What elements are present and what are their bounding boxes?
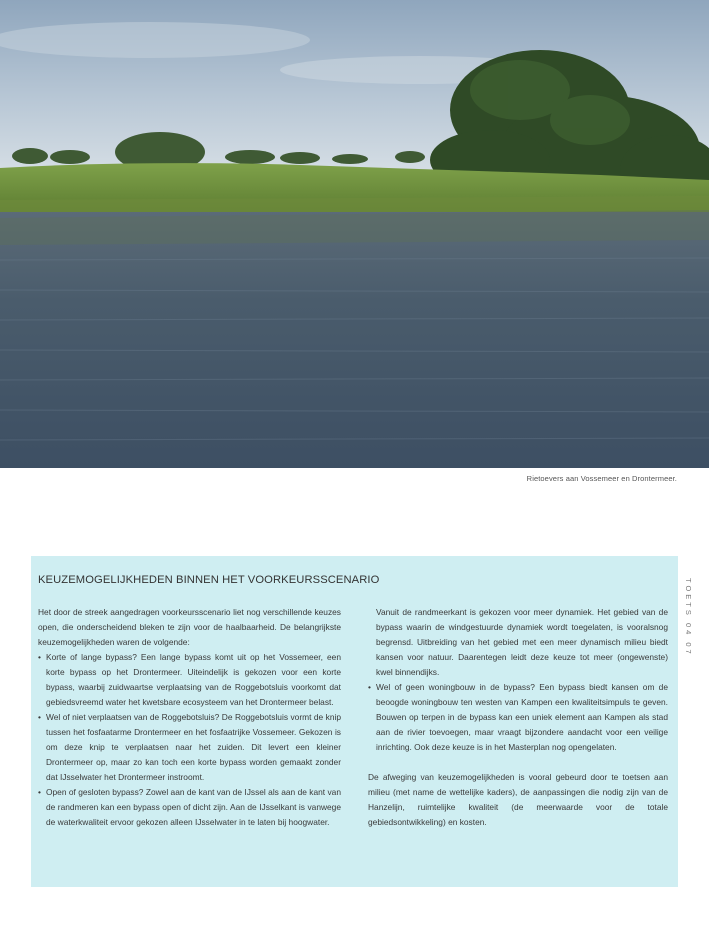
list-item: • Wel of niet verplaatsen van de Roggebotsluis? De Roggebotsluis vormt de knip tussen het fosfaatarme Drontermeer en het fosfaatrijke Vossemeer. Gekozen is om deze knip te verplaatsen naar het zuiden. Dit levert een kleiner Drontermeer op, maar zo kan toch een korte bypass worden gemaakt zonder dat IJsselwater het Drontermeer instroomt. — [38, 710, 341, 785]
photo-caption: Rietoevers aan Vossemeer en Drontermeer. — [526, 474, 677, 483]
box-title: KEUZEMOGELIJKHEDEN BINNEN HET VOORKEURSSCENARIO — [38, 574, 380, 586]
conclusion-paragraph: De afweging van keuzemogelijkheden is vooral gebeurd door te toetsen aan milieu (met name de wettelijke kaders), de aanpassingen die nodig zijn van de Hanzelijn, ruimtelijke kwaliteit (de meerwaarde voor de totale gebiedsontwikkeling) en kosten. — [368, 772, 668, 827]
continuation-paragraph: Vanuit de randmeerkant is gekozen voor meer dynamiek. Het gebied van de bypass waarin de windgestuurde dynamiek wordt toegelaten, is vooralsnog begrensd. Uitbreiding van het gebied met een meer dynamisch milieu biedt kansen voor natuur. Daarentegen leidt deze keuze tot meer (ongewenste) kwel binnendijks. — [376, 607, 668, 677]
intro-paragraph: Het door de streek aangedragen voorkeursscenario liet nog verschillende keuzes open, die onderscheidend bleken te zijn voor de haalbaarheid. De belangrijkste keuzemogelijkheden waren de volgende: — [38, 607, 341, 647]
list-item: • Korte of lange bypass? Een lange bypass komt uit op het Vossemeer, een korte bypass op het Drontermeer. Uiteindelijk is gekozen voor een korte bypass, waarbij zuidwaartse verplaatsing van de Roggebotsluis voorkomt dat gebiedsvreemd water het kwetsbare ecosysteem van het Drontermeer belast. — [38, 650, 341, 710]
list-item: • Open of gesloten bypass? Zowel aan de kant van de IJssel als aan de kant van de randmeren kan een bypass open of dicht zijn. Aan de IJsselkant is vanwege de waterkwaliteit ervoor gekozen alleen IJsselwater in te laten bij hoogwater. — [38, 785, 341, 830]
info-box — [31, 556, 678, 887]
right-column — [368, 605, 668, 830]
choices-list — [38, 650, 341, 830]
page-code: TOETS 04 07 — [684, 578, 693, 657]
left-column — [38, 605, 341, 830]
choices-list-continued — [368, 680, 668, 755]
list-item: • Wel of geen woningbouw in de bypass? Een bypass biedt kansen om de beoogde woningbouw ten westen van Kampen een kwaliteitsimpuls te geven. Bouwen op terpen in de bypass kan een uniek element aan Kampen als stad aan de rivier toevoegen, maar vraagt bijzondere aandacht voor een veilige inrichting. Ook deze keuze is in het Masterplan nog opengelaten. — [368, 680, 668, 755]
